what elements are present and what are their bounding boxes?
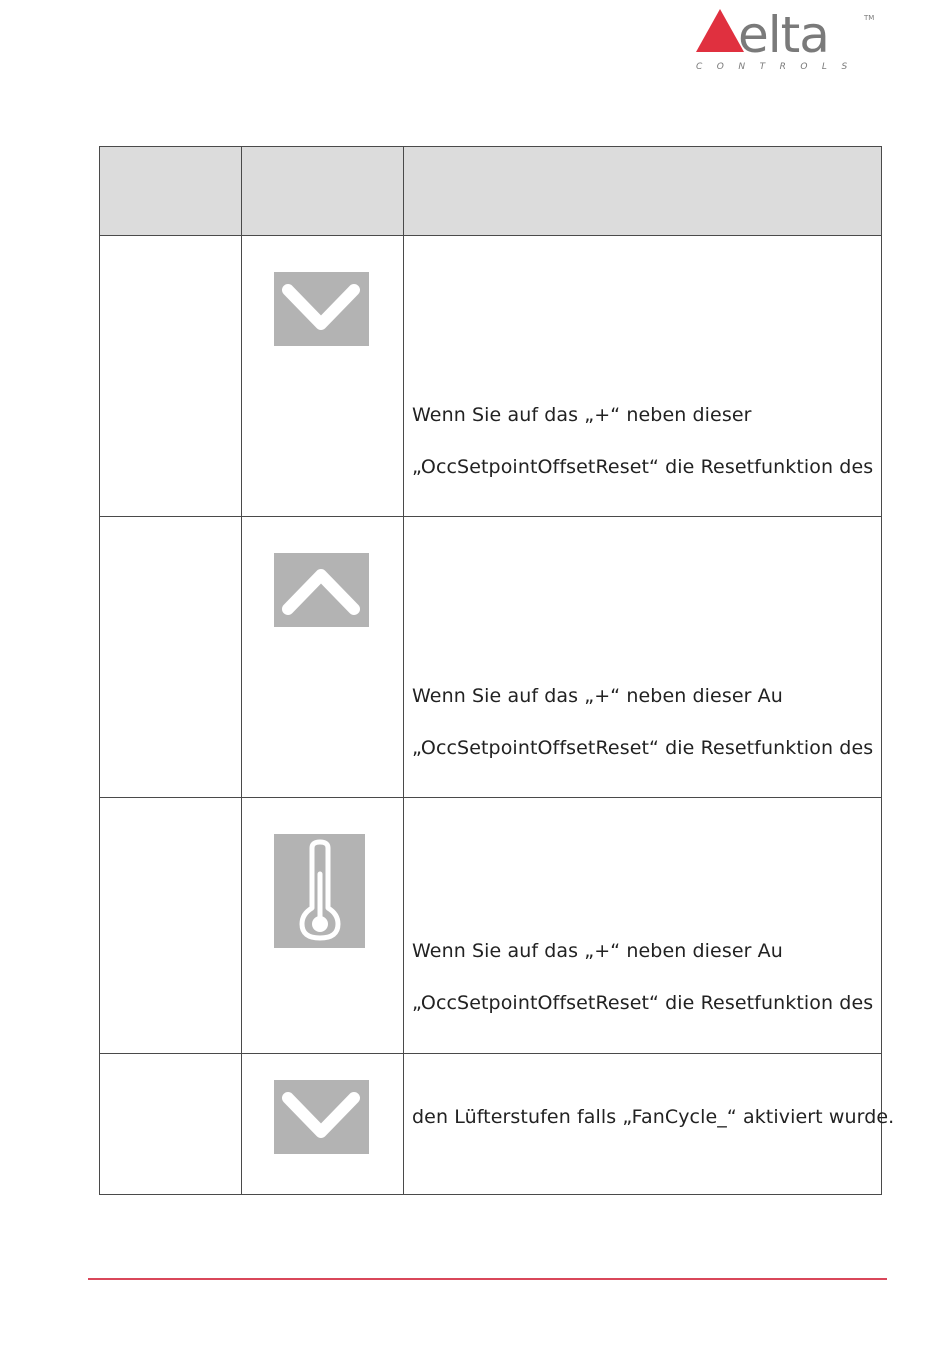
row-text-cell: [404, 1054, 895, 1195]
table-row: [100, 1054, 882, 1195]
row-text-cell: [404, 236, 882, 517]
row-text-cell: [404, 517, 882, 798]
svg-text:CONTROLS: CONTROLS: [696, 62, 862, 72]
row-icon-cell: [242, 236, 404, 517]
svg-text:TM: TM: [864, 14, 875, 22]
thermometer-icon: [274, 834, 365, 948]
description-line: „OccSetpointOffsetReset“ die Resetfunktion des: [412, 992, 874, 1014]
chevron-down-icon: [274, 1080, 369, 1154]
table-row: [100, 236, 882, 517]
icon-description-table: [99, 146, 895, 1195]
table-row: [100, 517, 882, 798]
delta-controls-logo: [694, 4, 876, 74]
row-label-cell: [100, 236, 242, 517]
description-line: den Lüfterstufen falls „FanCycle_“ aktiviert wurde.: [412, 1106, 895, 1128]
description-line: Wenn Sie auf das „+“ neben dieser Au: [412, 685, 783, 707]
row-icon-cell: [242, 517, 404, 798]
chevron-up-icon: [274, 553, 369, 627]
description-line: „OccSetpointOffsetReset“ die Resetfunktion des: [412, 456, 874, 478]
row-icon-cell: [242, 1054, 404, 1195]
description-line: „OccSetpointOffsetReset“ die Resetfunktion des: [412, 737, 874, 759]
footer-divider: [88, 1278, 887, 1280]
table-row: [100, 798, 882, 1054]
header-cell-2: [242, 147, 404, 236]
row-text-cell: [404, 798, 882, 1054]
table-header-row: [100, 147, 882, 236]
row-label-cell: [100, 1054, 242, 1195]
header-cell-1: [100, 147, 242, 236]
row-label-cell: [100, 517, 242, 798]
row-label-cell: [100, 798, 242, 1054]
chevron-down-icon: [274, 272, 369, 346]
svg-text:elta: elta: [738, 6, 829, 64]
row-icon-cell: [242, 798, 404, 1054]
description-line: Wenn Sie auf das „+“ neben dieser: [412, 404, 752, 426]
description-line: Wenn Sie auf das „+“ neben dieser Au: [412, 940, 783, 962]
header-cell-3: [404, 147, 882, 236]
